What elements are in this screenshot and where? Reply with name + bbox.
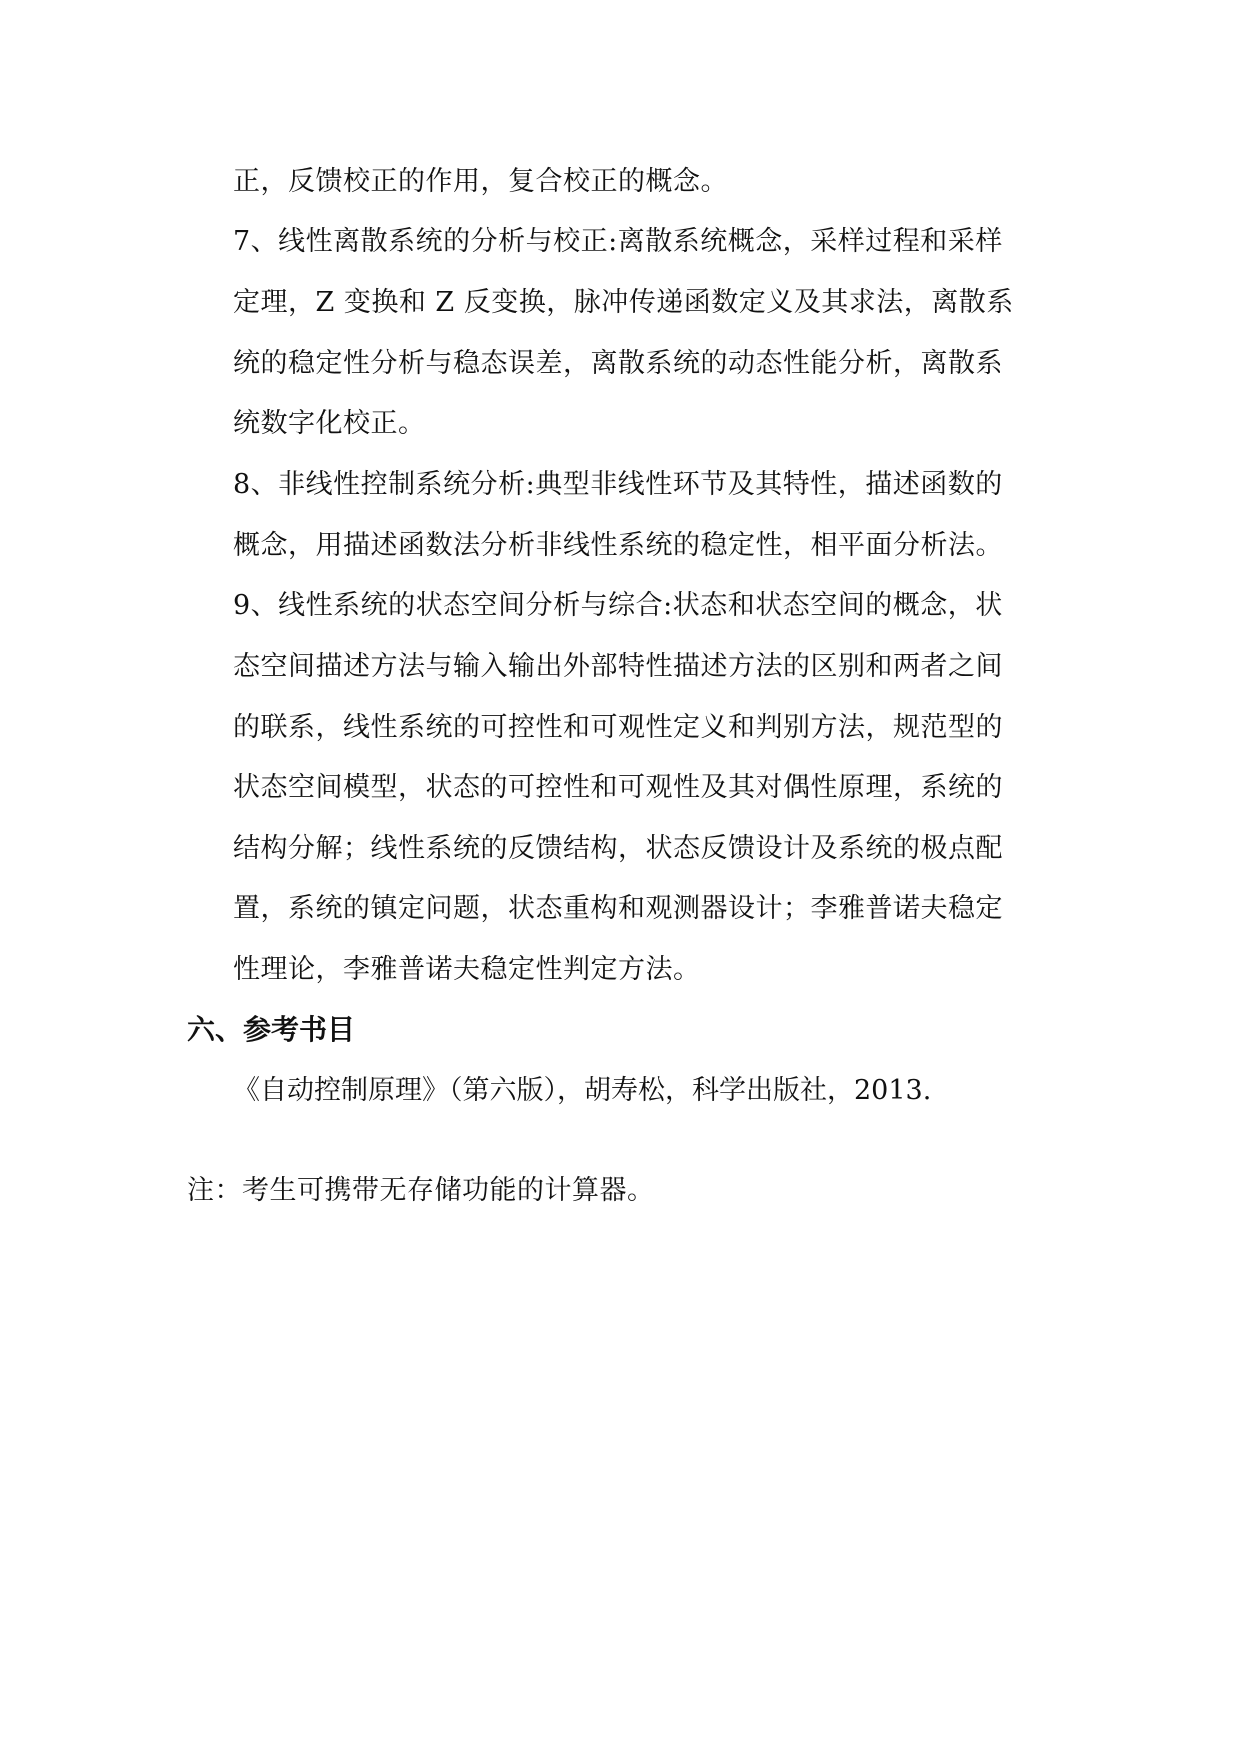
item-9-line-3: 的联系，线性系统的可控性和可观性定义和判别方法，规范型的 [233, 712, 1003, 743]
item-9-line-6: 置，系统的镇定问题，状态重构和观测器设计；李雅普诺夫稳定 [233, 893, 1003, 924]
section-heading: 六、参考书目 [187, 1013, 356, 1046]
item-9-line-2: 态空间描述方法与输入输出外部特性描述方法的区别和两者之间 [233, 651, 1003, 682]
item-7-line-2: 定理，Z 变换和 Z 反变换，脉冲传递函数定义及其求法，离散系 [233, 287, 1014, 318]
item-9-line-1: 9、线性系统的状态空间分析与综合:状态和状态空间的概念，状 [233, 590, 1003, 621]
item-8-line-1: 8、非线性控制系统分析:典型非线性环节及其特性，描述函数的 [233, 469, 1003, 500]
item-7-line-1: 7、线性离散系统的分析与校正:离散系统概念，采样过程和采样 [233, 226, 1003, 257]
item-9-line-7: 性理论，李雅普诺夫稳定性判定方法。 [233, 954, 701, 985]
note-text: 注：考生可携带无存储功能的计算器。 [187, 1175, 655, 1206]
item-9-line-4: 状态空间模型，状态的可控性和可观性及其对偶性原理，系统的 [233, 772, 1003, 803]
item-7-line-3: 统的稳定性分析与稳态误差，离散系统的动态性能分析，离散系 [233, 348, 1003, 379]
item-7-line-4: 统数字化校正。 [233, 408, 426, 439]
item-9-line-5: 结构分解；线性系统的反馈结构，状态反馈设计及系统的极点配 [233, 833, 1003, 864]
continuation-text: 正，反馈校正的作用，复合校正的概念。 [233, 166, 728, 197]
reference-entry: 《自动控制原理》（第六版），胡寿松，科学出版社，2013. [233, 1075, 932, 1106]
item-8-line-2: 概念，用描述函数法分析非线性系统的稳定性，相平面分析法。 [233, 530, 1003, 561]
